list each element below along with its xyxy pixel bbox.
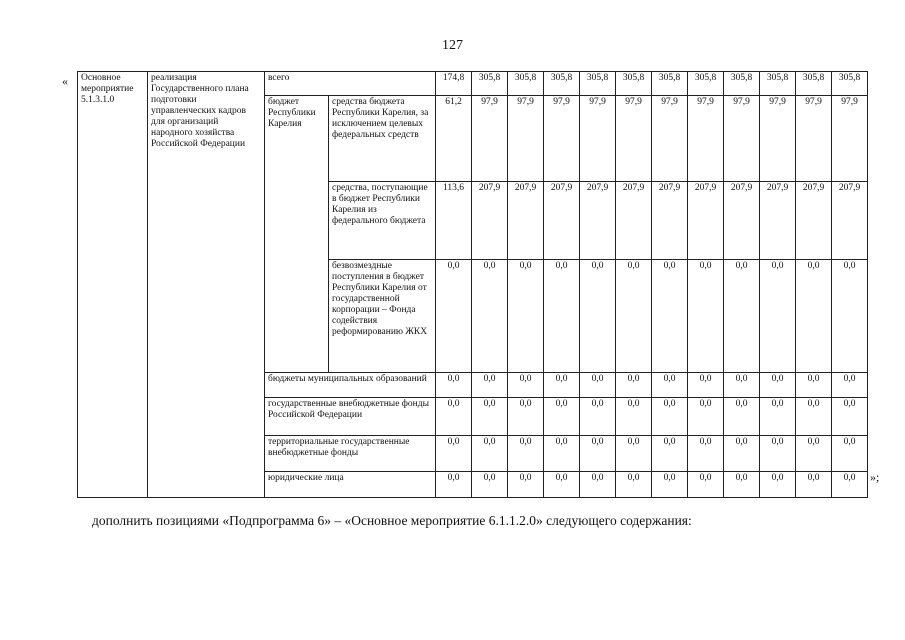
value-cell: 0,0	[796, 472, 832, 498]
value-cell: 0,0	[580, 373, 616, 398]
value-cell: 0,0	[724, 373, 760, 398]
value-cell: 0,0	[436, 398, 472, 436]
value-cell: 0,0	[652, 260, 688, 373]
value-cell: 0,0	[652, 373, 688, 398]
amendment-text: дополнить позициями «Подпрограмма 6» – «Основное мероприятие 6.1.1.2.0» следующего содержания:	[92, 513, 692, 528]
value-cell: 0,0	[724, 472, 760, 498]
value-cell: 0,0	[832, 436, 868, 472]
row-label: государственные внебюджетные фонды Российской Федерации	[265, 398, 436, 436]
value-cell: 0,0	[616, 373, 652, 398]
value-cell: 305,8	[652, 72, 688, 96]
row-label: всего	[265, 72, 436, 96]
value-cell: 0,0	[688, 260, 724, 373]
value-cell: 97,9	[616, 96, 652, 182]
value-cell: 305,8	[688, 72, 724, 96]
value-cell: 97,9	[688, 96, 724, 182]
value-cell: 61,2	[436, 96, 472, 182]
value-cell: 305,8	[832, 72, 868, 96]
row-label: бюджеты муниципальных образований	[265, 373, 436, 398]
value-cell: 0,0	[688, 436, 724, 472]
value-cell: 97,9	[580, 96, 616, 182]
value-cell: 305,8	[580, 72, 616, 96]
value-cell: 0,0	[652, 398, 688, 436]
value-cell: 113,6	[436, 182, 472, 260]
value-cell: 0,0	[436, 260, 472, 373]
value-cell: 207,9	[724, 182, 760, 260]
value-cell: 174,8	[436, 72, 472, 96]
value-cell: 0,0	[436, 472, 472, 498]
value-cell: 0,0	[832, 472, 868, 498]
value-cell: 207,9	[508, 182, 544, 260]
value-cell: 0,0	[580, 398, 616, 436]
value-cell: 0,0	[616, 398, 652, 436]
value-cell: 97,9	[544, 96, 580, 182]
value-cell: 0,0	[436, 373, 472, 398]
value-cell: 0,0	[832, 373, 868, 398]
value-cell: 305,8	[760, 72, 796, 96]
value-cell: 207,9	[472, 182, 508, 260]
value-cell: 0,0	[580, 472, 616, 498]
budget-table	[77, 71, 868, 498]
value-cell: 0,0	[760, 436, 796, 472]
value-cell: 0,0	[544, 472, 580, 498]
value-cell: 0,0	[724, 398, 760, 436]
value-cell: 0,0	[796, 373, 832, 398]
value-cell: 0,0	[544, 373, 580, 398]
activity-description-cell: реализация Государственного плана подготовки управленческих кадров для организаций народного хозяйства Российской Федерации	[148, 72, 265, 498]
value-cell: 207,9	[760, 182, 796, 260]
value-cell: 0,0	[760, 472, 796, 498]
value-cell: 0,0	[616, 260, 652, 373]
value-cell: 0,0	[652, 436, 688, 472]
row-label: территориальные государственные внебюджетные фонды	[265, 436, 436, 472]
value-cell: 207,9	[832, 182, 868, 260]
value-cell: 0,0	[580, 260, 616, 373]
table-row	[78, 72, 868, 96]
value-cell: 207,9	[796, 182, 832, 260]
value-cell: 207,9	[580, 182, 616, 260]
value-cell: 0,0	[688, 373, 724, 398]
value-cell: 0,0	[796, 260, 832, 373]
value-cell: 207,9	[616, 182, 652, 260]
row-label: средства бюджета Республики Карелия, за исключением целевых федеральных средств	[329, 96, 436, 182]
row-group-label: бюджет Республики Карелия	[265, 96, 329, 373]
value-cell: 0,0	[796, 398, 832, 436]
value-cell: 0,0	[760, 398, 796, 436]
value-cell: 0,0	[544, 260, 580, 373]
value-cell: 0,0	[508, 373, 544, 398]
value-cell: 0,0	[472, 260, 508, 373]
value-cell: 0,0	[508, 436, 544, 472]
value-cell: 0,0	[508, 472, 544, 498]
opening-quote: «	[62, 74, 68, 88]
value-cell: 0,0	[832, 398, 868, 436]
value-cell: 97,9	[760, 96, 796, 182]
value-cell: 0,0	[760, 373, 796, 398]
value-cell: 207,9	[544, 182, 580, 260]
value-cell: 0,0	[832, 260, 868, 373]
value-cell: 0,0	[760, 260, 796, 373]
value-cell: 0,0	[796, 436, 832, 472]
value-cell: 97,9	[472, 96, 508, 182]
value-cell: 0,0	[688, 398, 724, 436]
value-cell: 0,0	[616, 472, 652, 498]
value-cell: 0,0	[436, 436, 472, 472]
value-cell: 305,8	[472, 72, 508, 96]
value-cell: 0,0	[508, 398, 544, 436]
value-cell: 0,0	[652, 472, 688, 498]
activity-code-cell: Основное мероприятие 5.1.3.1.0	[78, 72, 148, 498]
value-cell: 0,0	[688, 472, 724, 498]
closing-quote: »;	[870, 470, 880, 484]
value-cell: 305,8	[724, 72, 760, 96]
value-cell: 97,9	[652, 96, 688, 182]
value-cell: 0,0	[724, 436, 760, 472]
value-cell: 0,0	[472, 436, 508, 472]
value-cell: 305,8	[544, 72, 580, 96]
value-cell: 97,9	[832, 96, 868, 182]
value-cell: 97,9	[724, 96, 760, 182]
value-cell: 0,0	[724, 260, 760, 373]
value-cell: 0,0	[472, 398, 508, 436]
value-cell: 0,0	[580, 436, 616, 472]
row-label: средства, поступающие в бюджет Республики Карелия из федерального бюджета	[329, 182, 436, 260]
value-cell: 0,0	[508, 260, 544, 373]
value-cell: 305,8	[616, 72, 652, 96]
value-cell: 0,0	[544, 398, 580, 436]
value-cell: 0,0	[616, 436, 652, 472]
value-cell: 0,0	[472, 373, 508, 398]
row-label: юридические лица	[265, 472, 436, 498]
value-cell: 305,8	[508, 72, 544, 96]
value-cell: 97,9	[508, 96, 544, 182]
value-cell: 0,0	[472, 472, 508, 498]
row-label: безвозмездные поступления в бюджет Республики Карелия от государственной корпорации – Фонда содействия реформированию ЖКХ	[329, 260, 436, 373]
value-cell: 0,0	[544, 436, 580, 472]
value-cell: 207,9	[652, 182, 688, 260]
value-cell: 97,9	[796, 96, 832, 182]
value-cell: 207,9	[688, 182, 724, 260]
value-cell: 305,8	[796, 72, 832, 96]
page-number: 127	[442, 38, 463, 53]
